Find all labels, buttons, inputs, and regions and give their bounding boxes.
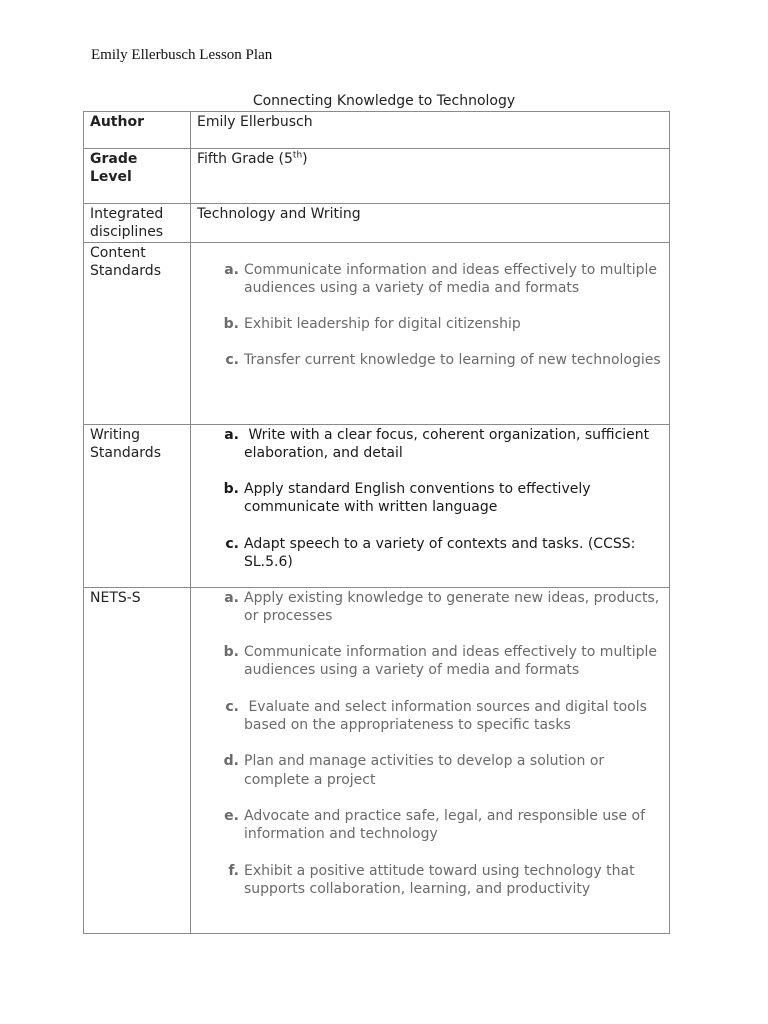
list-item — [197, 752, 664, 789]
grade-level-value — [191, 149, 670, 204]
row-grade-level — [84, 149, 670, 204]
list-item-text: Exhibit a positive attitude toward using technology that supports collaboration, learning, and productivity — [244, 862, 640, 897]
list-item-text: Evaluate and select information sources and digital tools based on the appropriateness to specific tasks — [244, 698, 652, 734]
list-item — [197, 698, 664, 735]
row-author — [84, 112, 670, 149]
row-nets-s — [84, 587, 670, 933]
grade-label-line2: Level — [90, 169, 132, 186]
list-item — [197, 261, 664, 298]
list-item — [197, 807, 664, 844]
list-item-text: Write with a clear focus, coherent organization, sufficient elaboration, and detail — [244, 426, 654, 461]
nets-list — [197, 589, 664, 899]
list-item-text: Exhibit leadership for digital citizenship — [244, 316, 521, 333]
writing-standards-label: Writing Standards — [84, 424, 191, 587]
list-item-text: Apply standard English conventions to effectively communicate with written language — [244, 481, 595, 516]
list-marker: a. — [224, 261, 239, 278]
nets-s-label: NETS-S — [84, 587, 191, 933]
list-marker: c. — [225, 352, 239, 369]
list-item-text: Adapt speech to a variety of contexts and tasks. (CCSS: SL.5.6) — [244, 535, 640, 571]
list-item-text: Plan and manage activities to develop a solution or complete a project — [244, 753, 609, 788]
list-item-text: Communicate information and ideas effectively to multiple audiences using a variety of media and formats — [244, 644, 662, 679]
list-item — [197, 862, 664, 899]
list-item-text: Transfer current knowledge to learning of new technologies — [244, 352, 661, 369]
list-marker: b. — [223, 316, 239, 333]
list-marker: b. — [223, 644, 239, 661]
content-standards-list — [191, 242, 670, 424]
list-marker: d. — [223, 753, 239, 770]
grade-value-text: Fifth Grade (5 — [197, 151, 293, 167]
integrated-label: Integrated disciplines — [84, 204, 191, 243]
row-integrated-disciplines — [84, 204, 670, 243]
lesson-plan-table — [83, 111, 670, 934]
list-item-text: Communicate information and ideas effectively to multiple audiences using a variety of media and formats — [244, 261, 662, 296]
row-content-standards — [84, 242, 670, 424]
list-marker: c. — [225, 698, 239, 715]
list-item — [197, 535, 664, 572]
grade-level-label — [84, 149, 191, 204]
list-item-text: Apply existing knowledge to generate new ideas, products, or processes — [244, 589, 664, 624]
content-standards-label: Content Standards — [84, 242, 191, 424]
list-marker: e. — [224, 807, 239, 824]
list-item — [197, 589, 664, 626]
grade-value-close: ) — [302, 151, 308, 167]
grade-value-sup: th — [292, 150, 303, 161]
row-writing-standards — [84, 424, 670, 587]
writing-standards-list — [191, 424, 670, 587]
author-label: Author — [84, 112, 191, 149]
list-marker: a. — [224, 426, 239, 443]
list-item — [197, 351, 664, 369]
list-marker: c. — [225, 535, 239, 552]
list-marker: f. — [228, 862, 239, 879]
grade-label-line1: Grade — [90, 151, 138, 167]
list-item-text: Advocate and practice safe, legal, and responsible use of information and technology — [244, 807, 650, 843]
integrated-value: Technology and Writing — [191, 204, 670, 243]
lesson-title: Connecting Knowledge to Technology — [252, 93, 516, 109]
list-item — [197, 480, 664, 517]
list-item — [197, 426, 664, 463]
nets-s-list — [191, 587, 670, 933]
list-item — [197, 315, 664, 333]
list-marker: b. — [223, 481, 239, 498]
document-header: Emily Ellerbusch Lesson Plan — [91, 47, 273, 63]
content-list — [197, 261, 664, 370]
writing-list — [197, 426, 664, 572]
list-marker: a. — [224, 589, 239, 606]
author-value: Emily Ellerbusch — [191, 112, 670, 149]
list-item — [197, 643, 664, 680]
